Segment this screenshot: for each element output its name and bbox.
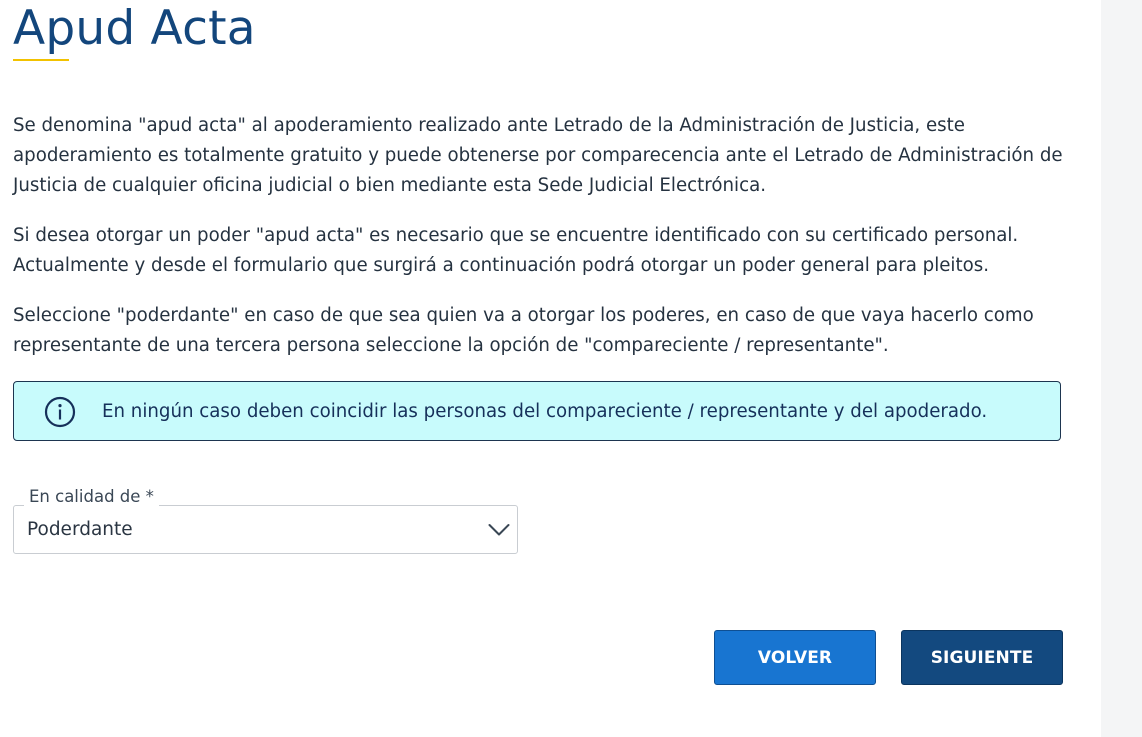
info-alert-text: En ningún caso deben coincidir las personas del compareciente / representante y del apoderado. <box>102 401 988 422</box>
right-gutter <box>1101 0 1142 737</box>
intro-paragraph-2: Si desea otorgar un poder "apud acta" es necesario que se encuentre identificado con su certificado personal. Actualmente y desde el formulario que surgirá a continuación podrá otorgar un poder general para pleitos. <box>13 225 1019 276</box>
page-title: Apud Acta <box>13 1 256 56</box>
intro-paragraph-1: Se denomina "apud acta" al apoderamiento realizado ante Letrado de la Administración de Justicia, este apoderamiento es totalmente gratuito y puede obtenerse por comparecencia ante el Letrado de Administración de Justicia de cualquier oficina judicial o bien mediante esta Sede Judicial Electrónica. <box>13 115 1063 196</box>
title-underline <box>13 59 69 61</box>
info-icon <box>44 396 76 428</box>
siguiente-button[interactable]: SIGUIENTE <box>901 630 1063 685</box>
info-alert <box>13 381 1061 441</box>
intro-paragraph-3: Seleccione "poderdante" en caso de que sea quien va a otorgar los poderes, en caso de que vaya hacerlo como representante de una tercera persona seleccione la opción de "compareciente / representante". <box>13 305 1034 356</box>
calidad-select-label: En calidad de * <box>24 486 159 508</box>
volver-button[interactable]: VOLVER <box>714 630 876 685</box>
chevron-down-icon[interactable] <box>488 523 510 537</box>
calidad-select-value: Poderdante <box>27 519 133 540</box>
calidad-select[interactable] <box>13 505 518 554</box>
